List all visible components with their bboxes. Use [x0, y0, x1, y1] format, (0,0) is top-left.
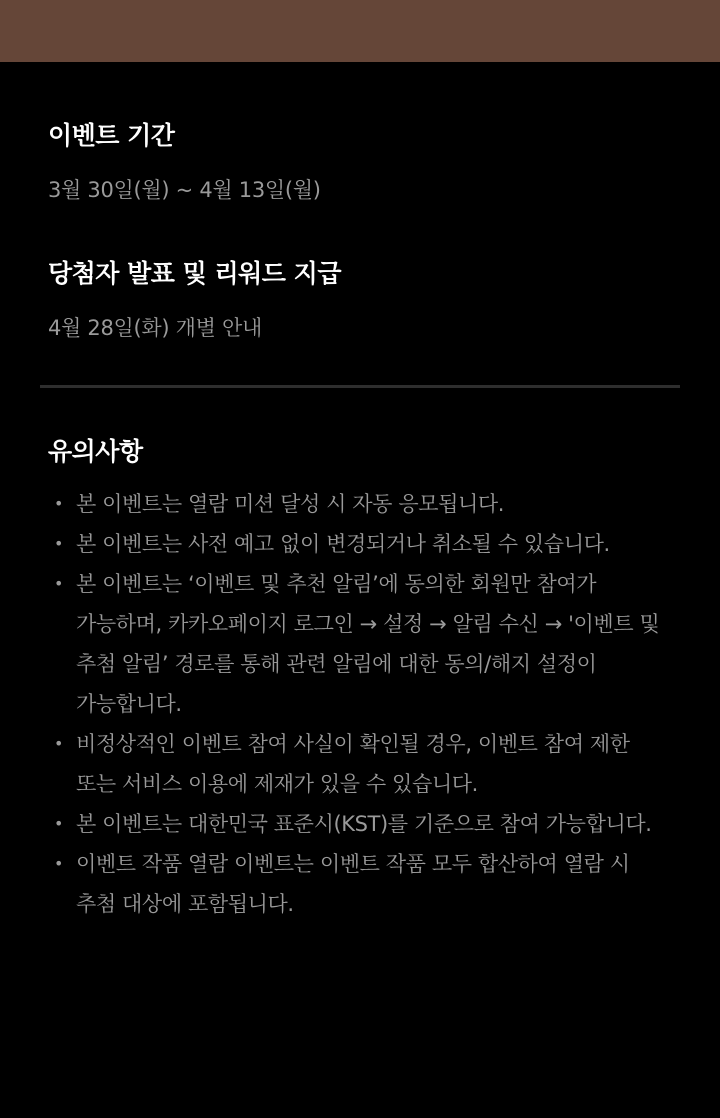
bullet-icon: •: [54, 854, 64, 873]
notice-item: [0, 524, 720, 564]
top-banner: [0, 0, 720, 62]
section-divider: [40, 385, 680, 388]
notices-title: 유의사항: [48, 437, 143, 466]
bullet-icon: •: [54, 814, 64, 833]
bullet-icon: •: [54, 734, 64, 753]
notice-item: [0, 844, 720, 924]
winner-announcement-value: 4월 28일(화) 개별 안내: [48, 316, 262, 340]
notice-text: 본 이벤트는 사전 예고 없이 변경되거나 취소될 수 있습니다.: [76, 532, 610, 556]
notice-item: [0, 804, 720, 844]
notice-text: 본 이벤트는 ‘이벤트 및 추천 알림’에 동의한 회원만 참여가 가능하며, 카카오페이지 로그인 → 설정 → 알림 수신 → '이벤트 및 추첨 알림’ 경로를 통해 관련 알림에 대한 동의/해지 설정이 가능합니다.: [76, 572, 660, 716]
notice-item: [0, 484, 720, 524]
notice-item: [0, 564, 720, 724]
notice-text: 본 이벤트는 대한민국 표준시(KST)를 기준으로 참여 가능합니다.: [76, 812, 652, 836]
event-period-title: 이벤트 기간: [48, 121, 175, 150]
notice-text: 이벤트 작품 열람 이벤트는 이벤트 작품 모두 합산하여 열람 시 추첨 대상에 포함됩니다.: [76, 852, 630, 916]
notice-item: [0, 724, 720, 804]
bullet-icon: •: [54, 574, 64, 593]
winner-announcement-title: 당첨자 발표 및 리워드 지급: [48, 259, 341, 288]
notice-text: 본 이벤트는 열람 미션 달성 시 자동 응모됩니다.: [76, 492, 505, 516]
notice-list: [0, 484, 720, 924]
bullet-icon: •: [54, 534, 64, 553]
event-period-value: 3월 30일(월) ~ 4월 13일(월): [48, 178, 321, 202]
bullet-icon: •: [54, 494, 64, 513]
notice-text: 비정상적인 이벤트 참여 사실이 확인될 경우, 이벤트 참여 제한 또는 서비스 이용에 제재가 있을 수 있습니다.: [76, 732, 630, 796]
